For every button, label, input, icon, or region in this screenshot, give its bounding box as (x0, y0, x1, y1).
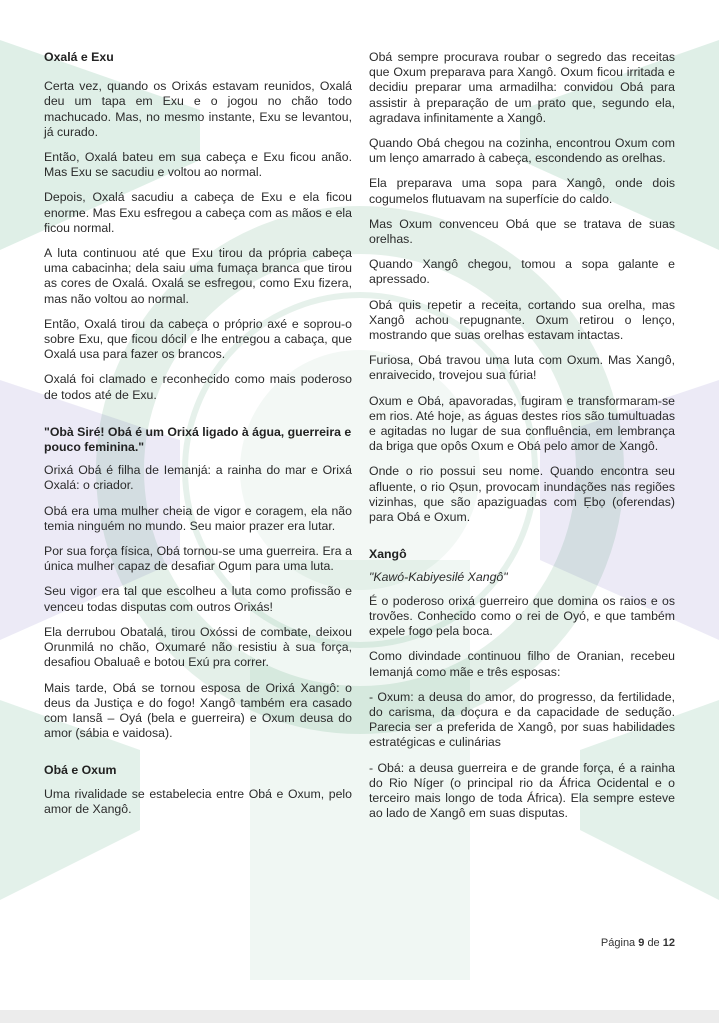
paragraph: Como divindade continuou filho de Oranian, recebeu Iemanjá como mãe e três esposas: (369, 649, 675, 679)
section-heading-xango: Xangô (369, 547, 407, 562)
paragraph: Onde o rio possui seu nome. Quando encontra seu afluente, o rio Ọṣun, provocam inundações nas regiões vizinhas, que são apaziguadas com Ẹbọ (oferendas) para Obá e Oxum. (369, 464, 675, 525)
paragraph: Oxalá foi clamado e reconhecido como mais poderoso de todos até de Exu. (44, 372, 352, 402)
paragraph: Ela preparava uma sopa para Xangô, onde dois cogumelos flutuavam na superfície do caldo. (369, 176, 675, 206)
page-sep: de (647, 937, 660, 949)
section-heading-oba-sire: "Obà Siré! Obá é um Orixá ligado à água, guerreira e pouco feminina." (44, 424, 352, 455)
page-label: Página (600, 937, 636, 949)
paragraph: Certa vez, quando os Orixás estavam reunidos, Oxalá deu um tapa em Exu e o jogou no chão todo machucado. Mas, no mesmo instante, Exu se levantou, já curado. (44, 79, 352, 139)
paragraph: Obá era uma mulher cheia de vigor e coragem, ela não temia ninguém no mundo. Seu maior prazer era lutar. (44, 503, 352, 533)
paragraph: - Obá: a deusa guerreira e de grande força, é a rainha do Rio Níger (o principal rio da África Ocidental e o terceiro mais longo de toda África). Ela sempre esteve ao lado de Xangô em suas disputas. (369, 760, 675, 821)
paragraph: Obá quis repetir a receita, cortando sua orelha, mas Xangô achou repugnante. Oxum retirou o lenço, mostrando que suas orelhas estavam intactas. (369, 297, 675, 343)
bottom-strip (0, 1010, 719, 1023)
page-current: 9 (638, 937, 645, 949)
paragraph: Por sua força física, Obá tornou-se uma guerreira. Era a única mulher capaz de desafiar Ogum para uma luta. (44, 544, 352, 574)
page-number (601, 937, 675, 949)
paragraph: Então, Oxalá bateu em sua cabeça e Exu ficou anão. Mas Exu se sacudiu e voltou ao normal. (44, 150, 352, 180)
paragraph: A luta continuou até que Exu tirou da própria cabeça uma cabacinha; dela saiu uma fumaça branca que tirou as cores de Oxalá. Oxalá se esfregou, como Exu fizera, mas não voltou ao normal. (44, 246, 352, 306)
right-column (369, 50, 675, 831)
section-heading-oxala-exu: Oxalá e Exu (44, 50, 114, 64)
page-total: 12 (662, 937, 675, 949)
paragraph: Então, Oxalá tirou da cabeça o próprio axé e soprou-o sobre Exu, que ficou dócil e lhe entregou a cabaça, que Oxalá usa para fazer os brancos. (44, 316, 352, 362)
paragraph: Ela derrubou Obatalá, tirou Oxóssi de combate, deixou Orunmilá no chão, Oxumaré não resistiu à sua força, desafiou Obaluaê e botou Exú pra correr. (44, 624, 352, 670)
paragraph: Quando Xangô chegou, tomou a sopa galante e apressado. (369, 257, 675, 287)
paragraph: Depois, Oxalá sacudiu a cabeça de Exu e ela ficou enorme. Mas Exu esfregou a cabeça com as mãos e ela ficou normal. (44, 190, 352, 235)
paragraph: Mas Oxum convenceu Obá que se tratava de suas orelhas. (369, 216, 675, 247)
left-column (44, 50, 352, 827)
paragraph: Obá sempre procurava roubar o segredo das receitas que Oxum preparava para Xangô. Oxum ficou irritada e decidiu preparar uma armadilha: convidou Obá para assistir à preparação de um prato que, segundo ela, agradava infinitamente a Xangô. (369, 50, 675, 125)
paragraph: Mais tarde, Obá se tornou esposa de Orixá Xangô: o deus da Justiça e do fogo! Xangô também era casado com Iansã – Oyá (bela e guerreira) e Oxum deusa do amor (sábia e vaidosa). (44, 680, 352, 741)
paragraph: - Oxum: a deusa do amor, do progresso, da fertilidade, do carisma, da doçura e da capacidade de sedução. Parecia ser a preferida de Xangô, por suas habilidades estratégicas e culinárias (369, 689, 675, 750)
paragraph: Furiosa, Obá travou uma luta com Oxum. Mas Xangô, enraivecido, trovejou sua fúria! (369, 353, 675, 383)
paragraph: Orixá Obá é filha de Iemanjá: a rainha do mar e Orixá Oxalá: o criador. (44, 463, 352, 493)
paragraph: Uma rivalidade se estabelecia entre Obá e Oxum, pelo amor de Xangô. (44, 786, 352, 816)
xango-subtitle: "Kawó-Kabiyesilé Xangô" (369, 570, 508, 585)
section-heading-oba-oxum: Obá e Oxum (44, 763, 117, 778)
paragraph: Quando Obá chegou na cozinha, encontrou Oxum com um lenço amarrado à cabeça, escondendo as orelhas. (369, 136, 675, 166)
paragraph: Oxum e Obá, apavoradas, fugiram e transformaram-se em rios. Até hoje, as águas destes rios são tumultuadas e agitadas no lugar de sua confluência, em lembrança da briga que opôs Oxum e Obá pelo amor de Xangô. (369, 393, 675, 454)
paragraph: Seu vigor era tal que escolheu a luta como profissão e venceu todas disputas com outros Orixás! (44, 584, 352, 614)
paragraph: É o poderoso orixá guerreiro que domina os raios e os trovões. Conhecido como o rei de Oyó, e que também expele fogo pela boca. (369, 593, 675, 639)
